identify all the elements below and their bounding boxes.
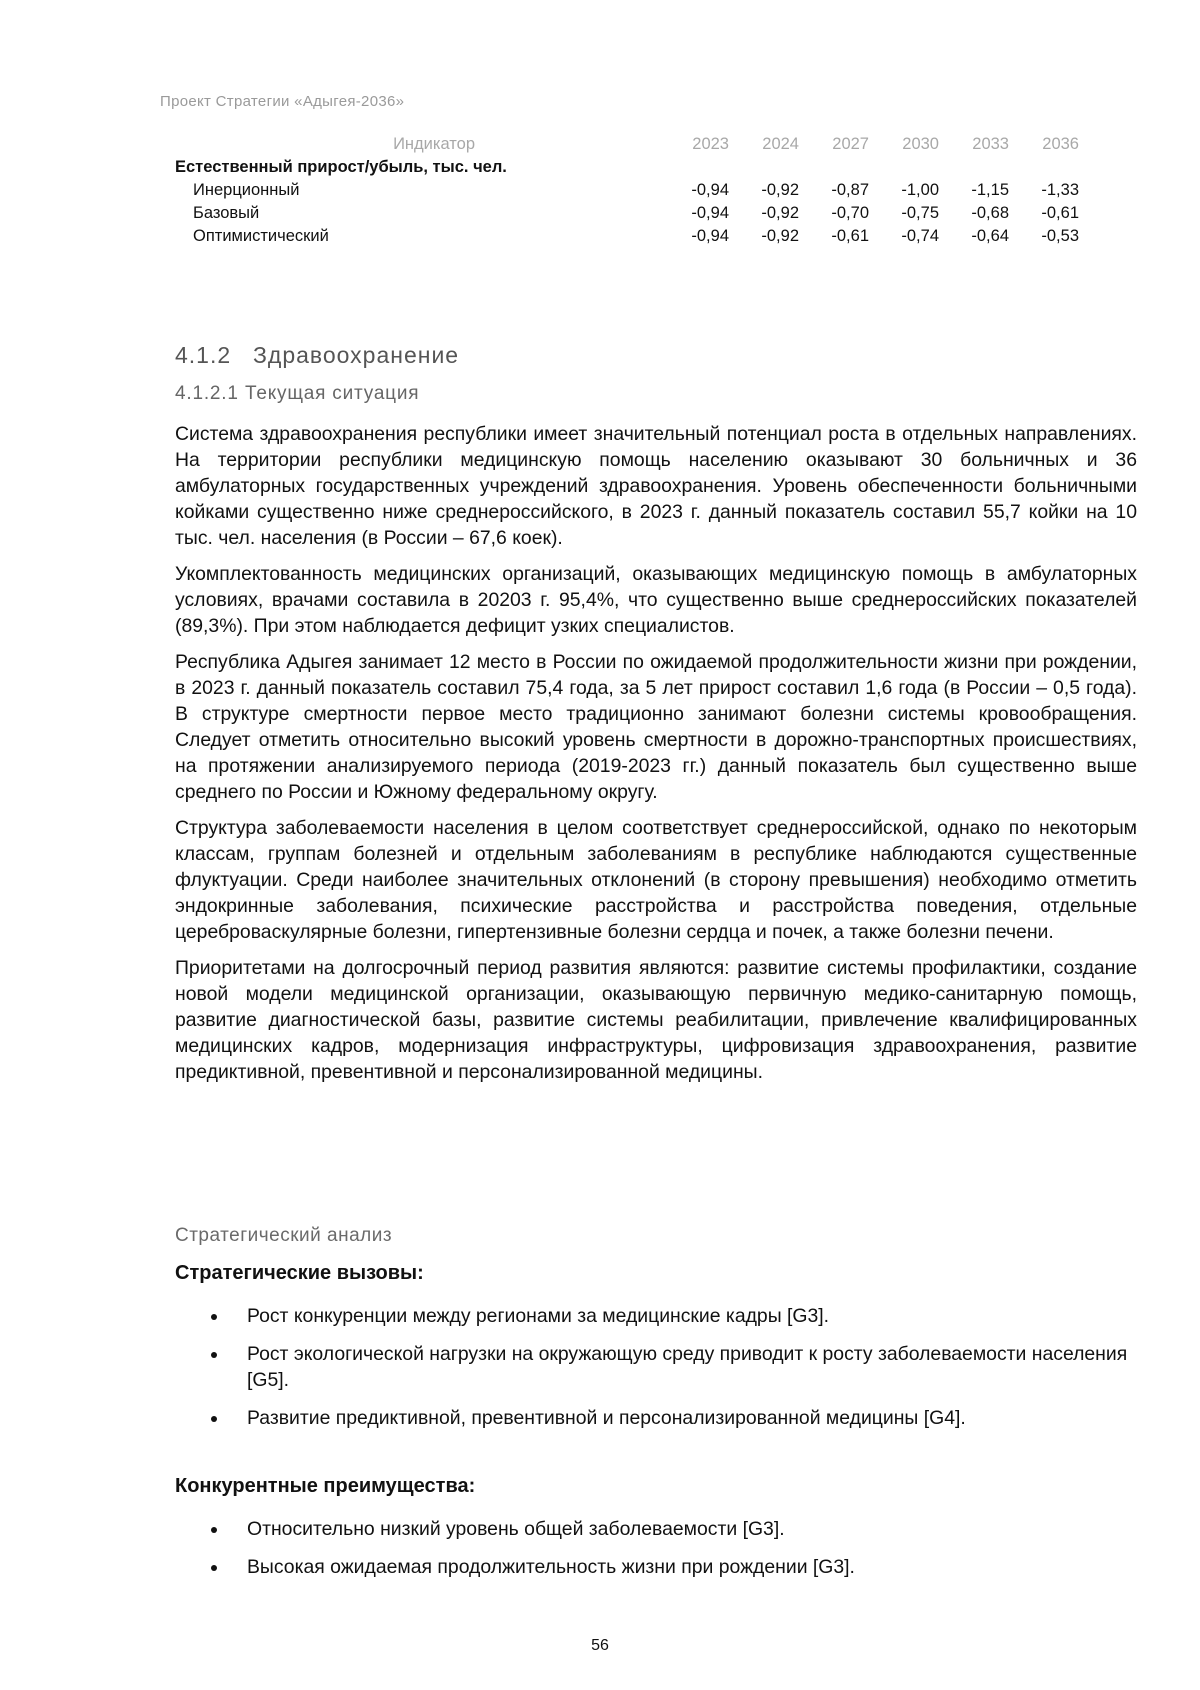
row-label: Оптимистический: [193, 227, 329, 245]
indicator-table: [175, 133, 1079, 248]
table-cell: -1,00: [901, 181, 939, 199]
list-item: Высокая ожидаемая продолжительность жизни при рождении [G3].: [175, 1554, 1137, 1580]
year-header: 2036: [1042, 135, 1079, 153]
advantages-list: [175, 1516, 1137, 1592]
table-cell: -1,15: [971, 181, 1009, 199]
paragraph: Республика Адыгея занимает 12 место в России по ожидаемой продолжительности жизни при рождении, в 2023 г. данный показатель составил 75,4 года, за 5 лет прирост составил 1,6 года (в России – 0,5 года). В структуре смертности первое место традиционно занимают болезни системы кровообращения. Следует отметить относительно высокий уровень смертности в дорожно-транспортных происшествиях, на протяжении анализируемого периода (2019-2023 гг.) данный показатель был существенно выше среднего по России и Южному федеральному округу.: [175, 651, 1137, 803]
bullet-icon: [211, 1416, 217, 1422]
table-group-row: [175, 156, 1079, 179]
table-header-row: [175, 133, 1079, 156]
list-item: Относительно низкий уровень общей заболеваемости [G3].: [175, 1516, 1137, 1542]
bullet-icon: [211, 1527, 217, 1533]
year-header: 2033: [972, 135, 1009, 153]
section-heading: [175, 342, 459, 369]
table-cell: -0,68: [971, 204, 1009, 222]
table-row: [175, 202, 1079, 225]
table-cell: -0,61: [1041, 204, 1079, 222]
page-number: 56: [591, 1637, 609, 1654]
table-cell: -0,61: [831, 227, 869, 245]
table-cell: -0,94: [691, 227, 729, 245]
challenges-list: [175, 1303, 1137, 1443]
list-item: Рост конкуренции между регионами за медицинские кадры [G3].: [175, 1303, 1137, 1329]
paragraph: Укомплектованность медицинских организаций, оказывающих медицинскую помощь в амбулаторных условиях, врачами составила в 20203 г. 95,4%, что существенно выше среднероссийских показателей (89,3%). При этом наблюдается дефицит узких специалистов.: [175, 563, 1137, 637]
body-text: [175, 421, 1137, 1095]
year-header: 2023: [692, 135, 729, 153]
section-number: 4.1.2: [175, 342, 232, 368]
table-cell: -0,94: [691, 204, 729, 222]
row-label: Базовый: [193, 204, 260, 222]
bullet-icon: [211, 1565, 217, 1571]
subsection-title: Текущая ситуация: [245, 383, 420, 404]
advantages-heading: Конкурентные преимущества:: [175, 1475, 476, 1497]
bullet-icon: [211, 1314, 217, 1320]
table-cell: -0,87: [831, 181, 869, 199]
paragraph: Система здравоохранения республики имеет значительный потенциал роста в отдельных направлениях. На территории республики медицинскую помощь населению оказывают 30 больничных и 36 амбулаторных государственных учреждений здравоохранения. Уровень обеспеченности больничными койками существенно ниже среднероссийского, в 2023 г. данный показатель составил 55,7 койки на 10 тыс. чел. населения (в России – 67,6 коек).: [175, 423, 1137, 549]
year-header: 2027: [832, 135, 869, 153]
paragraph: Структура заболеваемости населения в целом соответствует среднероссийской, однако по некоторым классам, группам болезней и отдельным заболеваниям в республике наблюдаются существенные флуктуации. Среди наиболее значительных отклонений (в сторону превышения) необходимо отметить эндокринные заболевания, психические расстройства и расстройства поведения, отдельные цереброваскулярные болезни, гипертензивные болезни сердца и почек, а также болезни печени.: [175, 817, 1137, 943]
table-cell: -0,64: [971, 227, 1009, 245]
strategic-analysis-heading: Стратегический анализ: [175, 1225, 393, 1246]
subsection-heading: [175, 383, 419, 405]
table-cell: -0,92: [761, 204, 799, 222]
paragraph: Приоритетами на долгосрочный период развития являются: развитие системы профилактики, создание новой модели медицинской организации, оказывающую первичную медико-санитарную помощь, развитие диагностической базы, развитие системы реабилитации, привлечение квалифицированных медицинских кадров, модернизация инфраструктуры, цифровизация здравоохранения, развитие предиктивной, превентивной и персонализированной медицины.: [175, 957, 1137, 1083]
bullet-icon: [211, 1352, 217, 1358]
table-cell: -0,74: [901, 227, 939, 245]
table-cell: -0,92: [761, 181, 799, 199]
list-item: Рост экологической нагрузки на окружающую среду приводит к росту заболеваемости населения [G5].: [175, 1341, 1137, 1393]
section-title: Здравоохранение: [253, 342, 460, 368]
year-header: 2030: [902, 135, 939, 153]
group-label: Естественный прирост/убыль, тыс. чел.: [175, 158, 507, 176]
table-cell: -1,33: [1041, 181, 1079, 199]
table-cell: -0,92: [761, 227, 799, 245]
indicator-column-header: Индикатор: [393, 135, 475, 153]
table-row: [175, 225, 1079, 248]
table-cell: -0,70: [831, 204, 869, 222]
document-header: Проект Стратегии «Адыгея-2036»: [160, 93, 405, 110]
list-item: Развитие предиктивной, превентивной и персонализированной медицины [G4].: [175, 1405, 1137, 1431]
row-label: Инерционный: [193, 181, 300, 199]
table-cell: -0,53: [1041, 227, 1079, 245]
table-row: [175, 179, 1079, 202]
subsection-number: 4.1.2.1: [175, 383, 239, 404]
table-cell: -0,75: [901, 204, 939, 222]
year-header: 2024: [762, 135, 799, 153]
challenges-heading: Стратегические вызовы:: [175, 1262, 424, 1284]
table-cell: -0,94: [691, 181, 729, 199]
